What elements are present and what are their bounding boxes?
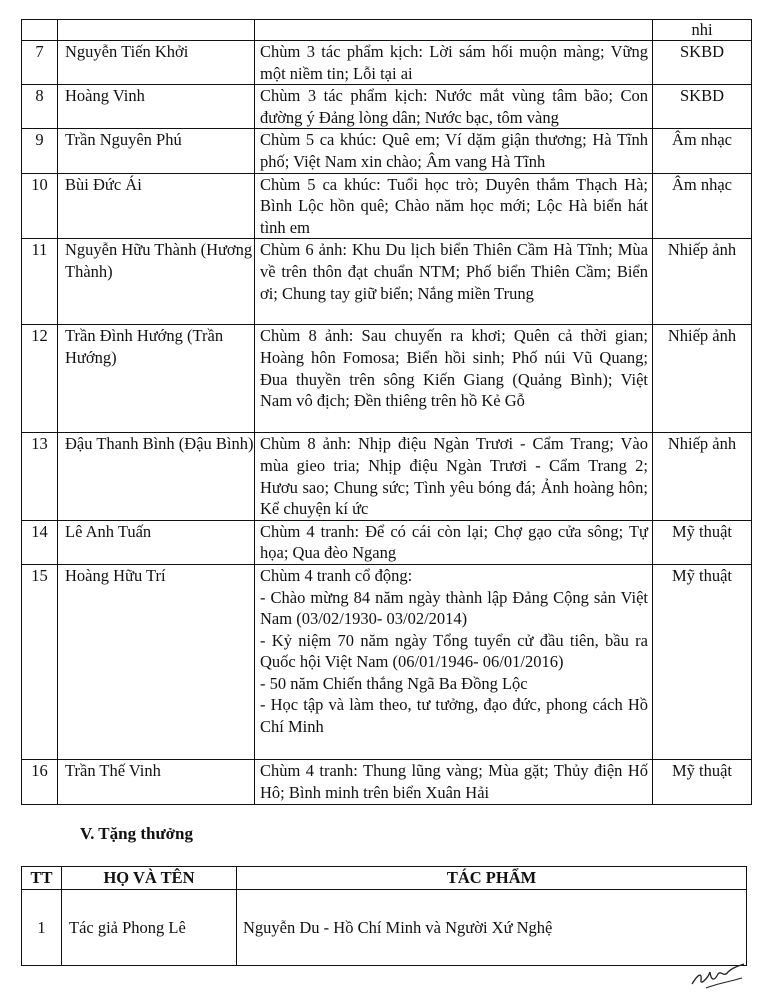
work-cell: Chùm 3 tác phẩm kịch: Lời sám hối muộn màng; Vững một niềm tin; Lỗi tại ai: [255, 41, 653, 85]
table-row: [22, 173, 752, 239]
name-cell: [58, 20, 255, 41]
works-table: [21, 19, 752, 805]
table-row: [22, 325, 752, 433]
award-name: Tác giả Phong Lê: [62, 890, 237, 966]
category-cell: SKBD: [653, 41, 752, 85]
table-row: [22, 85, 752, 129]
category-cell: Mỹ thuật: [653, 759, 752, 804]
tt-cell: 12: [22, 325, 58, 433]
tt-cell: 8: [22, 85, 58, 129]
table-row: [22, 433, 752, 520]
work-cell: Chùm 5 ca khúc: Tuổi học trò; Duyên thắm Thạch Hà; Bình Lộc hồn quê; Chào năm học mới; Lộc Hà biển hát tình em: [255, 173, 653, 239]
header-name: HỌ VÀ TÊN: [62, 867, 237, 890]
table-row: [22, 129, 752, 173]
category-cell: Nhiếp ảnh: [653, 325, 752, 433]
tt-cell: 15: [22, 564, 58, 759]
header-work: TÁC PHẨM: [237, 867, 747, 890]
table-row: [22, 20, 752, 41]
tt-cell: 14: [22, 520, 58, 564]
work-cell: Chùm 6 ảnh: Khu Du lịch biển Thiên Cầm Hà Tĩnh; Mùa về trên thôn đạt chuẩn NTM; Phố biển Thiên Cầm; Biển ơi; Chung tay giữ biển; Nắng miền Trung: [255, 239, 653, 325]
award-tt: 1: [22, 890, 62, 966]
table-row: [22, 564, 752, 759]
name-cell: Hoàng Hữu Trí: [58, 564, 255, 759]
tt-cell: [22, 20, 58, 41]
category-cell: Nhiếp ảnh: [653, 433, 752, 520]
name-cell: Trần Đình Hướng (Trần Hướng): [58, 325, 255, 433]
work-cell: Chùm 4 tranh cổ động: - Chào mừng 84 năm ngày thành lập Đảng Cộng sản Việt Nam (03/02/1930- 03/02/2014) - Kỷ niệm 70 năm ngày Tổng tuyển cử đầu tiên, bầu ra Quốc hội Việt Nam (06/01/1946- 06/01/2016) - 50 năm Chiến thắng Ngã Ba Đồng Lộc - Học tập và làm theo, tư tưởng, đạo đức, phong cách Hồ Chí Minh: [255, 564, 653, 759]
signature-mark: [688, 960, 748, 992]
category-cell: SKBD: [653, 85, 752, 129]
work-cell: Chùm 3 tác phẩm kịch: Nước mắt vùng tâm bão; Con đường ý Đảng lòng dân; Nước bạc, tôm vàng: [255, 85, 653, 129]
category-cell: nhi: [653, 20, 752, 41]
award-table: [21, 866, 747, 966]
table-row: [22, 520, 752, 564]
tt-cell: 16: [22, 759, 58, 804]
work-cell: Chùm 5 ca khúc: Quê em; Ví dặm giận thương; Hà Tĩnh phố; Việt Nam xin chào; Âm vang Hà Tĩnh: [255, 129, 653, 173]
name-cell: Trần Nguyên Phú: [58, 129, 255, 173]
name-cell: Bùi Đức Ái: [58, 173, 255, 239]
header-tt: TT: [22, 867, 62, 890]
name-cell: Nguyễn Hữu Thành (Hương Thành): [58, 239, 255, 325]
tt-cell: 11: [22, 239, 58, 325]
category-cell: Âm nhạc: [653, 129, 752, 173]
tt-cell: 13: [22, 433, 58, 520]
table-row: [22, 759, 752, 804]
section-heading: V. Tặng thưởng: [80, 824, 194, 843]
award-work: Nguyễn Du - Hồ Chí Minh và Người Xứ Nghệ: [237, 890, 747, 966]
table-row: [22, 239, 752, 325]
work-cell: Chùm 4 tranh: Thung lũng vàng; Mùa gặt; Thủy điện Hố Hô; Bình minh trên biển Xuân Hải: [255, 759, 653, 804]
name-cell: Nguyễn Tiến Khởi: [58, 41, 255, 85]
name-cell: Lê Anh Tuấn: [58, 520, 255, 564]
name-cell: Trần Thế Vinh: [58, 759, 255, 804]
table-row: [22, 41, 752, 85]
category-cell: Âm nhạc: [653, 173, 752, 239]
tt-cell: 7: [22, 41, 58, 85]
category-cell: Mỹ thuật: [653, 520, 752, 564]
work-cell: Chùm 4 tranh: Để có cái còn lại; Chợ gạo cửa sông; Tự họa; Qua đèo Ngang: [255, 520, 653, 564]
tt-cell: 9: [22, 129, 58, 173]
category-cell: Mỹ thuật: [653, 564, 752, 759]
table-row: [22, 890, 747, 966]
tt-cell: 10: [22, 173, 58, 239]
award-header-row: [22, 867, 747, 890]
work-cell: [255, 20, 653, 41]
name-cell: Đậu Thanh Bình (Đậu Bình): [58, 433, 255, 520]
work-cell: Chùm 8 ảnh: Nhịp điệu Ngàn Trươi - Cẩm Trang; Vào mùa gieo tria; Nhịp điệu Ngàn Trươi - Cẩm Trang 2; Hươu sao; Chung sức; Tình yêu bóng đá; Ảnh hoàng hôn; Kể chuyện kí ức: [255, 433, 653, 520]
category-cell: Nhiếp ảnh: [653, 239, 752, 325]
work-cell: Chùm 8 ảnh: Sau chuyến ra khơi; Quên cả thời gian; Hoàng hôn Fomosa; Biển hồi sinh; Phố núi Vũ Quang; Đua thuyền trên sông Kiến Giang (Quảng Bình); Việt Nam vô địch; Đền thiêng trên hồ Kẻ Gỗ: [255, 325, 653, 433]
name-cell: Hoàng Vinh: [58, 85, 255, 129]
